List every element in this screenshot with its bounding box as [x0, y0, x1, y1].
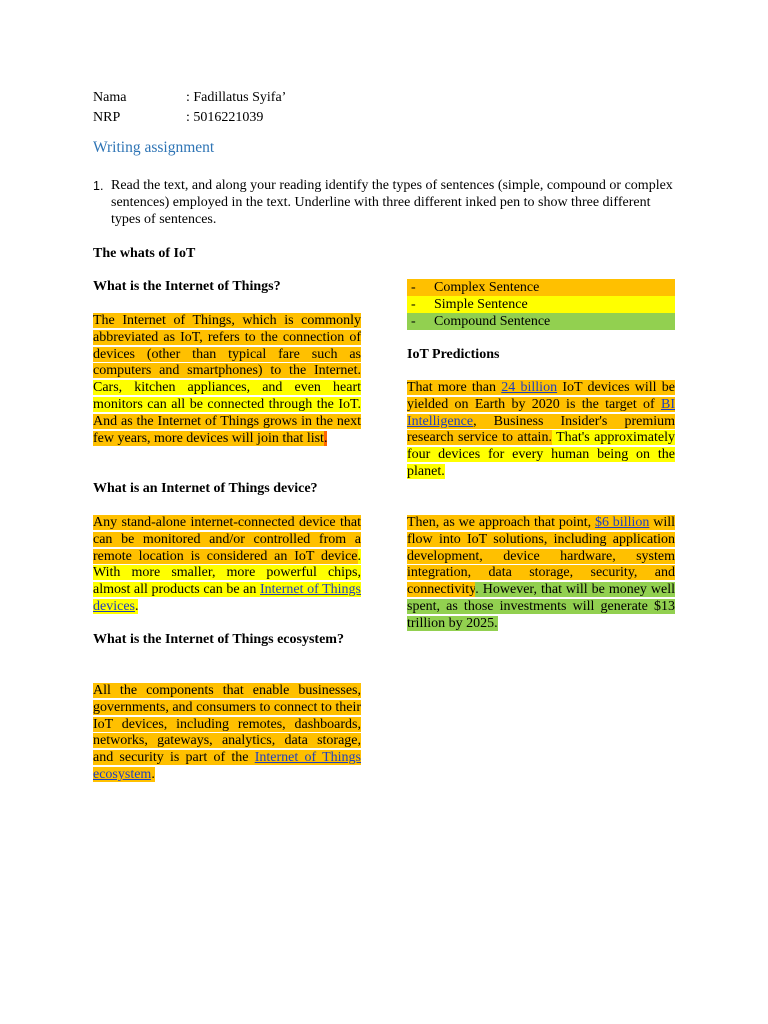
complex-sentence: That more than 24 billion IoT devices will be yielded on Earth by 2020 is the target of BI Intelligence, Business Insider's premium research service to attain.: [407, 380, 675, 446]
complex-sentence: The Internet of Things, which is commonly abbreviated as IoT, refers to the connection of devices (other than typical fare such as computers and smartphones) to the Internet.: [93, 313, 361, 379]
complex-sentence: Any stand-alone internet-connected device that can be monitored and/or controlled from a remote location is considered an IoT device: [93, 515, 361, 564]
legend-label: Complex Sentence: [434, 280, 540, 295]
sentence-legend: [407, 279, 675, 330]
link-iot-devices[interactable]: Internet of Things devices: [93, 582, 361, 614]
complex-sentence: And as the Internet of Things grows in the next few years, more devices will join that list: [93, 413, 361, 446]
link-6-billion[interactable]: $6 billion: [594, 515, 650, 530]
nrp-value: : 5016221039: [186, 110, 264, 125]
sentence-end: .: [323, 430, 328, 446]
name-label: Nama: [93, 90, 127, 105]
simple-sentence: Cars, kitchen appliances, and even heart monitors can all be connected through the IoT.: [93, 380, 361, 412]
simple-sentence: . With more smaller, more powerful chips, almost all products can be an: [93, 548, 361, 598]
question-iot-ecosystem: What is the Internet of Things ecosystem?: [93, 632, 344, 647]
complex-sentence: Then, as we approach that point, $6 billion will flow into IoT solutions, including application development, device hardware, system integration, data storage, security, and connectivity: [407, 515, 676, 598]
predictions-heading: IoT Predictions: [407, 347, 500, 362]
legend-label: Simple Sentence: [434, 297, 528, 312]
task-text: Read the text, and along your reading identify the types of sentences (simple, compound or complex sentences) employed in the text. Underline with three different inked pen to show three different types of sentences.: [111, 178, 673, 227]
link-bi-intelligence[interactable]: BI Intelligence: [407, 396, 675, 429]
complex-sentence: All the components that enable businesses, governments, and consumers to connect to their IoT devices, including remotes, dashboards, networks, gateways, analytics, data storage, and security is part of the: [93, 683, 361, 766]
link-24-billion[interactable]: 24 billion: [501, 380, 558, 395]
compound-sentence: . However, that will be money well spent, as those investments will generate $13 trillion by 2025.: [407, 582, 675, 631]
question-iot-device: What is an Internet of Things device?: [93, 481, 318, 496]
legend-complex: - Complex Sentence: [407, 279, 675, 296]
paragraph-predictions-1: [407, 380, 675, 481]
legend-label: Compound Sentence: [434, 314, 551, 329]
name-row: [93, 90, 286, 107]
link-iot-ecosystem[interactable]: Internet of Things ecosystem: [93, 750, 361, 782]
simple-sentence: That's approximately four devices for every human being on the planet.: [407, 430, 675, 479]
legend-compound: - Compound Sentence: [407, 313, 675, 330]
paragraph-iot-definition: [93, 313, 361, 447]
paragraph-iot-ecosystem: All the components that enable businesses, governments, and consumers to connect to their IoT devices, including remotes, dashboards, networks, gateways, analytics, data storage, and security is part of the Internet of Things ecosystem.: [93, 683, 361, 782]
nrp-label: NRP: [93, 110, 121, 125]
question-what-is-iot: What is the Internet of Things?: [93, 279, 281, 294]
main-heading: The whats of IoT: [93, 246, 196, 261]
paragraph-iot-device: Any stand-alone internet-connected device that can be monitored and/or controlled from a remote location is considered an IoT device. With more smaller, more powerful chips, almost all products can be an Internet of Things devices.: [93, 515, 361, 614]
name-value: : Fadillatus Syifa’: [186, 90, 287, 105]
task-item: [93, 178, 673, 228]
task-number: 1.: [93, 179, 104, 193]
assignment-title: Writing assignment: [93, 139, 215, 156]
legend-simple: - Simple Sentence: [407, 296, 675, 313]
paragraph-predictions-2: [407, 515, 675, 633]
nrp-row: [93, 110, 263, 127]
